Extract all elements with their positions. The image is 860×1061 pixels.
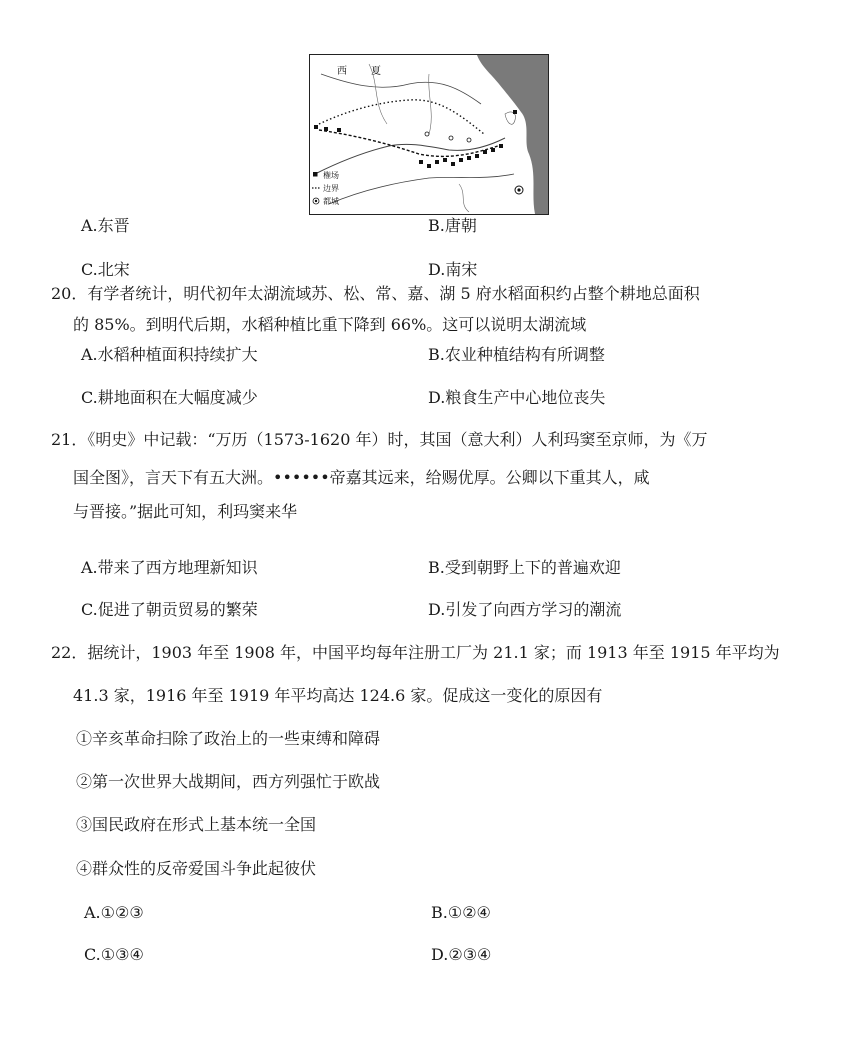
q20-option-d[interactable]: D.粮食生产中心地位丧失	[428, 388, 606, 407]
map-label-xia: 夏	[371, 66, 381, 77]
q22-stem-line2: 41.3 家，1916 年至 1919 年平均高达 124.6 家。促成这一变化的原因有	[73, 686, 603, 705]
q21-option-a[interactable]: A.带来了西方地理新知识	[81, 558, 258, 577]
q22-item-1: ①辛亥革命扫除了政治上的一些束缚和障碍	[76, 729, 381, 748]
q21-option-b[interactable]: B.受到朝野上下的普遍欢迎	[428, 558, 621, 577]
map-svg	[309, 54, 549, 215]
legend-square-icon	[313, 172, 318, 177]
q20-option-a[interactable]: A.水稻种植面积持续扩大	[81, 345, 258, 364]
q20-stem-line2: 的 85%。到明代后期，水稻种植比重下降到 66%。这可以说明太湖流域	[73, 315, 587, 334]
q22-item-3: ③国民政府在形式上基本统一全国	[76, 815, 317, 834]
q22-option-d[interactable]: D.②③④	[431, 945, 492, 964]
q22-option-c[interactable]: C.①③④	[84, 945, 144, 964]
q21-stem-line3: 与晋接。”据此可知，利玛窦来华	[73, 502, 298, 521]
legend-label-border: 边界	[323, 184, 339, 193]
q21-option-c[interactable]: C.促进了朝贡贸易的繁荣	[81, 600, 258, 619]
song-jin-trade-map	[309, 54, 549, 215]
q20-stem-line1: 20．有学者统计，明代初年太湖流域苏、松、常、嘉、湖 5 府水稻面积约占整个耕地总面积	[51, 284, 700, 303]
q21-stem-line1: 21．《明史》中记载：“万历（1573-1620 年）时，其国（意大利）人利玛窦至京师，为《万	[51, 430, 708, 449]
q19-option-c[interactable]: C.北宋	[81, 260, 130, 279]
q21-stem-line2: 国全图》，言天下有五大洲。••••••帝嘉其远来，给赐优厚。公卿以下重其人，咸	[73, 468, 650, 487]
q21-option-d[interactable]: D.引发了向西方学习的潮流	[428, 600, 622, 619]
q19-option-d[interactable]: D.南宋	[428, 260, 478, 279]
q19-option-b[interactable]: B.唐朝	[428, 216, 477, 235]
legend-label-trade-post: 権场	[323, 171, 339, 180]
legend-label-capital: 都城	[323, 197, 339, 206]
q22-option-a[interactable]: A.①②③	[84, 903, 144, 922]
q22-option-b[interactable]: B.①②④	[431, 903, 491, 922]
q22-item-4: ④群众性的反帝爱国斗争此起彼伏	[76, 859, 317, 878]
q20-option-c[interactable]: C.耕地面积在大幅度减少	[81, 388, 258, 407]
map-legend	[312, 170, 339, 206]
map-label-xi: 西	[337, 66, 347, 77]
q22-item-2: ②第一次世界大战期间，西方列强忙于欧战	[76, 772, 381, 791]
q22-stem-line1: 22．据统计，1903 年至 1908 年，中国平均每年注册工厂为 21.1 家；而 1913 年至 1915 年平均为	[51, 643, 780, 662]
q19-option-a[interactable]: A.东晋	[81, 216, 130, 235]
q20-option-b[interactable]: B.农业种植结构有所调整	[428, 345, 605, 364]
